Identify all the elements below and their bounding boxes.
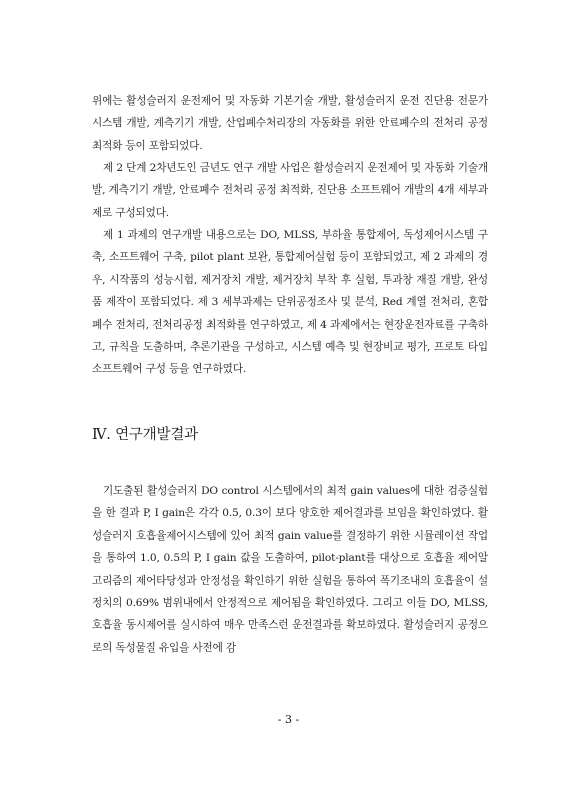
body-paragraph-3: 제 1 과제의 연구개발 내용으로는 DO, MLSS, 부하율 통합제어, 독성제어시스템 구축, 소프트웨어 구축, pilot plant 보완, 통합제어실험 등이 포함되었고, 제 2 과제의 경우, 시작품의 성능시험, 제거장치 개발, 제거장치 부착 후 실험, 투과창 재질 개발, 완성품 제작이 포함되었다. 제 3 세부과제는 단위공정조사 및 분석, Red 계열 전처리, 혼합폐수 전처리, 전처리공정 최적화를 연구하였고, 제 4 과제에서는 현장운전자료를 구축하고, 규칙을 도출하며, 추론기관을 구성하고, 시스템 예측 및 현장비교 평가, 프로토 타입 소프트웨어 구성 등을 연구하였다. [92,229,488,376]
page-number: - 3 - [277,713,300,726]
body-paragraph-2: 제 2 단계 2차년도인 금년도 연구 개발 사업은 활성슬러지 운전제어 및 자동화 기술개발, 계측기기 개발, 안료폐수 전처리 공정 최적화, 진단용 소프트웨어 개발의 4개 세부과제로 구성되었다. [92,162,488,219]
section-heading: Ⅳ. 연구개발결과 [92,427,198,443]
body-paragraph-1: 위에는 활성슬러지 운전제어 및 자동화 기본기술 개발, 활성슬러지 운전 진단용 전문가 시스템 개발, 계측기기 개발, 산업폐수처리장의 자동화를 위한 안료폐수의 전처리 공정 최적화 등이 포함되었다. [92,95,488,152]
body-paragraph-4: 기도출된 활성슬러지 DO control 시스템에서의 최적 gain values에 대한 검증실험을 한 결과 P, I gain은 각각 0.5, 0.3이 보다 양호한 제어결과를 보임을 확인하였다. 활성슬러지 호흡율제어시스템에 있어 최적 gain value를 결정하기 위한 시뮬레이션 작업을 통하여 1.0, 0.5의 P, I gain 값을 도출하여, pilot-plant를 대상으로 호흡율 제어알고리즘의 제어타당성과 안정성을 확인하기 위한 실험을 통하여 폭기조내의 호흡율이 설정치의 0.69% 범위내에서 안정적으로 제어됨을 확인하였다. 그리고 이들 DO, MLSS, 호흡율 동시제어를 실시하여 매우 만족스런 운전결과를 확보하였다. 활성슬러지 공정으로의 독성물질 유입을 사전에 감 [92,485,488,654]
